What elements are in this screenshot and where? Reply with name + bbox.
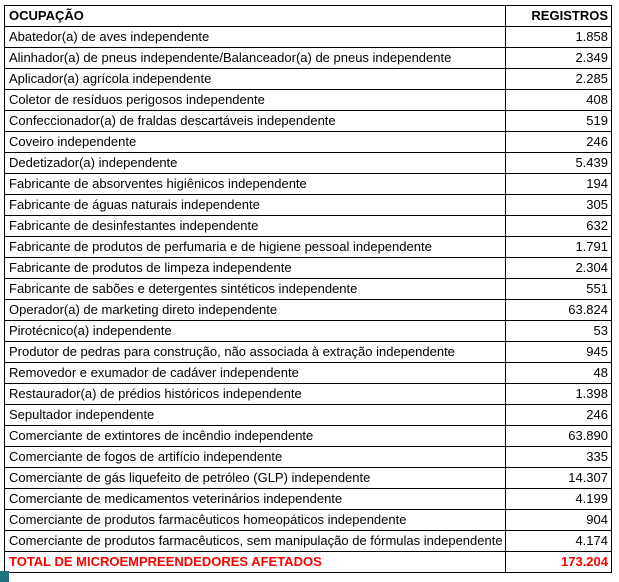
occupation-cell: Operador(a) de marketing direto independente — [5, 300, 506, 321]
occupation-cell: Comerciante de gás liquefeito de petróleo (GLP) independente — [5, 468, 506, 489]
occupation-cell: Dedetizador(a) independente — [5, 153, 506, 174]
table-row — [5, 510, 612, 531]
column-header-registros: REGISTROS — [506, 6, 612, 27]
occupation-cell: Abatedor(a) de aves independente — [5, 27, 506, 48]
occupation-cell: Pirotécnico(a) independente — [5, 321, 506, 342]
table-row — [5, 321, 612, 342]
registros-cell: 904 — [506, 510, 612, 531]
table-row — [5, 195, 612, 216]
occupation-cell: Comerciante de fogos de artifício independente — [5, 447, 506, 468]
registros-cell: 1.791 — [506, 237, 612, 258]
occupation-cell: Sepultador independente — [5, 405, 506, 426]
table-row — [5, 237, 612, 258]
column-header-ocupacao: OCUPAÇÃO — [5, 6, 506, 27]
table-row — [5, 258, 612, 279]
registros-cell: 2.285 — [506, 69, 612, 90]
occupation-cell: Coveiro independente — [5, 132, 506, 153]
occupation-cell: Fabricante de desinfestantes independente — [5, 216, 506, 237]
registros-cell: 5.439 — [506, 153, 612, 174]
occupation-cell: Removedor e exumador de cadáver independente — [5, 363, 506, 384]
table-row — [5, 69, 612, 90]
registros-cell: 408 — [506, 90, 612, 111]
table-row — [5, 300, 612, 321]
table-row — [5, 363, 612, 384]
registros-cell: 305 — [506, 195, 612, 216]
registros-cell: 63.824 — [506, 300, 612, 321]
table-row — [5, 426, 612, 447]
occupation-cell: Comerciante de medicamentos veterinários independente — [5, 489, 506, 510]
table-row — [5, 48, 612, 69]
table-row — [5, 27, 612, 48]
registros-cell: 246 — [506, 405, 612, 426]
registros-cell: 2.349 — [506, 48, 612, 69]
registros-cell: 551 — [506, 279, 612, 300]
occupations-table — [4, 5, 612, 573]
table-row — [5, 111, 612, 132]
occupation-cell: Comerciante de extintores de incêndio independente — [5, 426, 506, 447]
occupation-cell: Fabricante de produtos de limpeza independente — [5, 258, 506, 279]
registros-cell: 335 — [506, 447, 612, 468]
table-row — [5, 531, 612, 552]
table-row — [5, 447, 612, 468]
registros-cell: 4.199 — [506, 489, 612, 510]
table-row — [5, 405, 612, 426]
table-row — [5, 342, 612, 363]
table-row — [5, 468, 612, 489]
table-row — [5, 279, 612, 300]
occupation-cell: Fabricante de sabões e detergentes sintéticos independente — [5, 279, 506, 300]
total-value: 173.204 — [506, 552, 612, 573]
registros-cell: 63.890 — [506, 426, 612, 447]
table-row — [5, 132, 612, 153]
table-footer — [5, 552, 612, 573]
occupation-cell: Comerciante de produtos farmacêuticos, sem manipulação de fórmulas independente — [5, 531, 506, 552]
registros-cell: 53 — [506, 321, 612, 342]
table-row — [5, 153, 612, 174]
table-body — [5, 27, 612, 552]
registros-cell: 632 — [506, 216, 612, 237]
registros-cell: 1.398 — [506, 384, 612, 405]
table-row — [5, 384, 612, 405]
occupation-cell: Aplicador(a) agrícola independente — [5, 69, 506, 90]
total-row — [5, 552, 612, 573]
table-row — [5, 216, 612, 237]
registros-cell: 2.304 — [506, 258, 612, 279]
registros-cell: 14.307 — [506, 468, 612, 489]
occupation-cell: Coletor de resíduos perigosos independente — [5, 90, 506, 111]
registros-cell: 4.174 — [506, 531, 612, 552]
occupation-cell: Fabricante de absorventes higiênicos independente — [5, 174, 506, 195]
registros-cell: 194 — [506, 174, 612, 195]
occupation-cell: Comerciante de produtos farmacêuticos homeopáticos independente — [5, 510, 506, 531]
registros-cell: 1.858 — [506, 27, 612, 48]
occupation-cell: Produtor de pedras para construção, não associada à extração independente — [5, 342, 506, 363]
table-row — [5, 174, 612, 195]
header-row — [5, 6, 612, 27]
registros-cell: 945 — [506, 342, 612, 363]
selection-handle[interactable] — [0, 571, 9, 582]
table-row — [5, 489, 612, 510]
occupation-cell: Fabricante de águas naturais independente — [5, 195, 506, 216]
registros-cell: 48 — [506, 363, 612, 384]
occupation-cell: Confeccionador(a) de fraldas descartáveis independente — [5, 111, 506, 132]
occupation-cell: Restaurador(a) de prédios históricos independente — [5, 384, 506, 405]
registros-cell: 246 — [506, 132, 612, 153]
occupation-cell: Alinhador(a) de pneus independente/Balanceador(a) de pneus independente — [5, 48, 506, 69]
total-label: TOTAL DE MICROEMPREENDEDORES AFETADOS — [5, 552, 506, 573]
table-header — [5, 6, 612, 27]
registros-cell: 519 — [506, 111, 612, 132]
table-row — [5, 90, 612, 111]
occupation-cell: Fabricante de produtos de perfumaria e de higiene pessoal independente — [5, 237, 506, 258]
